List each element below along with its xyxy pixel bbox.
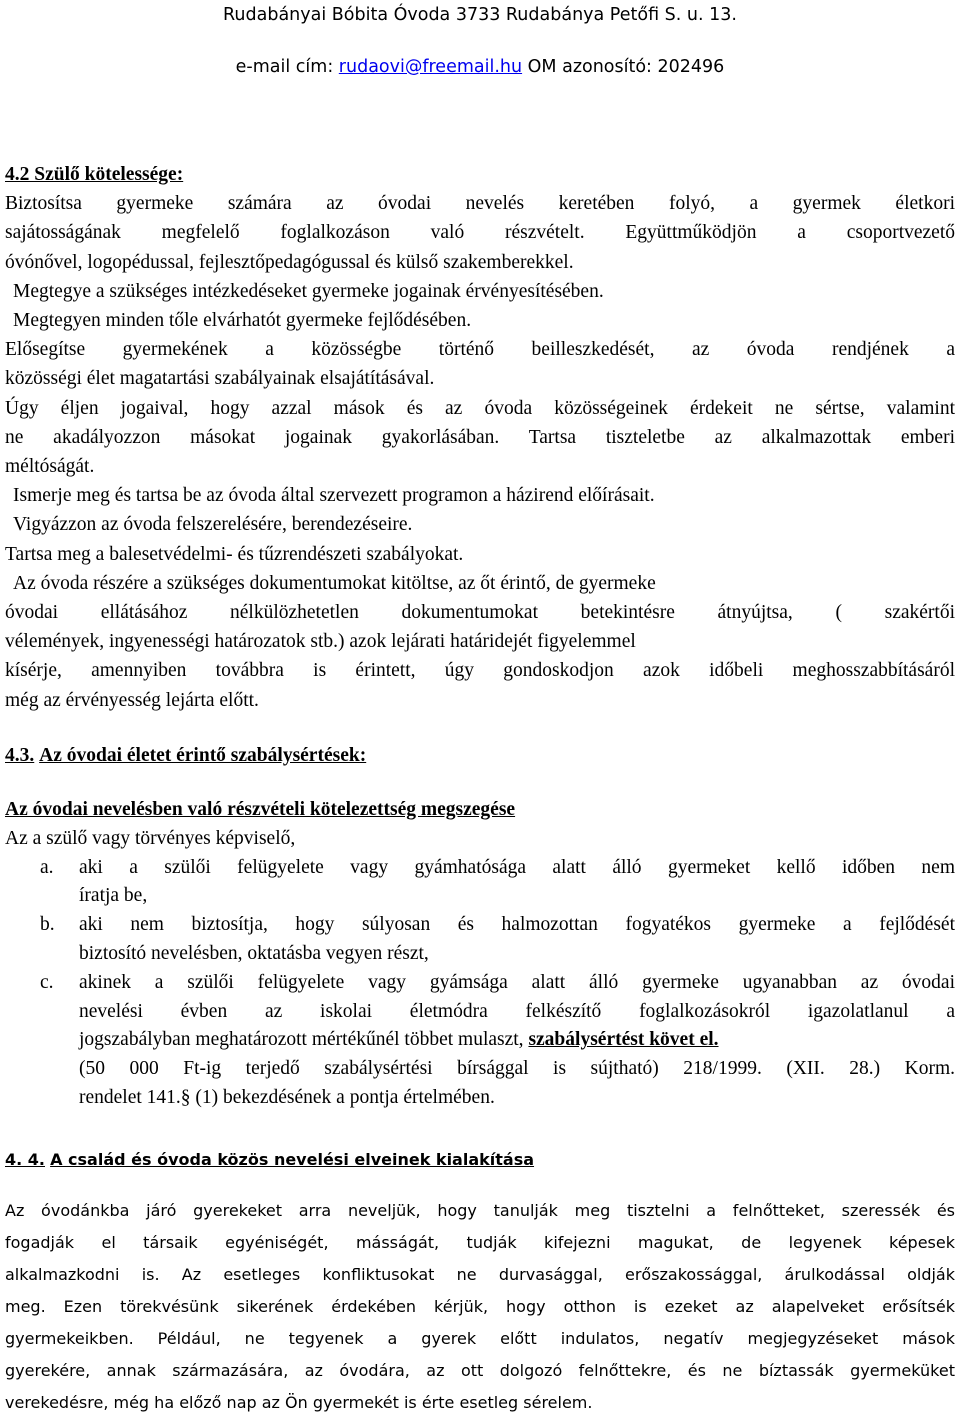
section-4-3-body	[5, 796, 955, 1113]
email-label: e-mail cím:	[235, 57, 339, 77]
paragraph-line: Tartsa meg a balesetvédelmi- és tűzrendészeti szabályokat.	[5, 543, 464, 565]
paragraph-line: Ismerje meg és tartsa be az óvoda által szervezett programon a házirend előírásait.	[13, 485, 655, 507]
paragraph-line: méltóságát.	[5, 456, 95, 478]
paragraph-line: Elősegítse gyermekének a közösségbe történő beilleszkedését, az óvoda rendjének a	[5, 339, 955, 361]
paragraph-line: közösségi élet magatartási szabályainak elsajátításával.	[5, 368, 435, 390]
paragraph-line: Az óvodánkba járó gyerekeket arra neveljük, hogy tanulják meg tisztelni a felnőtteket, szeressék és	[5, 1201, 955, 1220]
list-marker: a.	[40, 856, 54, 878]
list-item-line: biztosító nevelésben, oktatásba vegyen részt,	[79, 942, 429, 964]
list-marker: c.	[40, 971, 54, 993]
paragraph-line: óvónővel, logopédussal, fejlesztőpedagógussal és külső szakemberekkel.	[5, 251, 574, 273]
section-4-3-subheading: Az óvodai nevelésben való részvételi kötelezettség megszegése	[5, 799, 516, 820]
section-4-3-title: Az óvodai életet érintő szabálysértések:	[39, 745, 367, 766]
list-marker: b.	[40, 914, 55, 936]
email-link[interactable]: rudaovi@freemail.hu	[338, 57, 523, 77]
section-4-4-number: 4. 4.	[5, 1150, 45, 1169]
list-item-line: (50 000 Ft-ig terjedő szabálysértési bírsággal is sújtható) 218/1999. (XII. 28.) Korm.	[79, 1058, 955, 1080]
list-item-line: aki a szülői felügyelete vagy gyámhatósága alatt álló gyermeket kellő időben nem	[79, 856, 955, 878]
section-4-2-title: 4.2 Szülő kötelessége:	[5, 164, 184, 185]
section-4-4-body	[5, 1195, 955, 1419]
list-item-line: íratja be,	[79, 885, 148, 907]
section-4-2	[5, 160, 955, 715]
paragraph-line: még az érvényesség lejárta előtt.	[5, 689, 259, 711]
paragraph-line: fogadják el társaik egyéniségét, másságát, tudják kifejezni magukat, de legyenek képesek	[5, 1233, 955, 1252]
list-item	[5, 911, 955, 969]
section-4-3-intro: Az a szülő vagy törvényes képviselő,	[5, 827, 296, 849]
section-4-3-heading	[5, 738, 955, 774]
paragraph-line: Biztosítsa gyermeke számára az óvodai nevelés keretében folyó, a gyermek életkori	[5, 193, 955, 215]
paragraph-line: meg. Ezen törekvésünk sikerének érdekében kérjük, hogy otthon is ezeket az alapelveket erősítsék	[5, 1297, 955, 1316]
violation-list	[5, 854, 955, 1113]
paragraph-line: gyermekeikben. Például, ne tegyenek a gyerek előtt indulatos, negatív megjegyzéseket mások	[5, 1329, 955, 1348]
section-4-4-heading	[5, 1146, 955, 1174]
paragraph-line: óvodai ellátásához nélkülözhetetlen dokumentumokat betekintésre átnyújtsa, ( szakértői	[5, 602, 955, 624]
header-institution: Rudabányai Bóbita Óvoda 3733 Rudabánya Petőfi S. u. 13.	[223, 5, 737, 25]
list-item-line: jogszabályban meghatározott mértékűnél többet mulaszt, szabálysértést követ el.	[79, 1029, 719, 1051]
paragraph-line: Az óvoda részére a szükséges dokumentumokat kitöltse, az őt érintő, de gyermeke	[13, 572, 656, 594]
list-item-line: akinek a szülői felügyelete vagy gyámsága alatt álló gyermeke ugyanabban az óvodai	[79, 971, 955, 993]
paragraph-line: gyerekére, annak származására, az óvodára, az ott dolgozó felnőttekre, és ne bíztassák gyermeküket	[5, 1361, 955, 1380]
paragraph-line: alkalmazkodni is. Az esetleges konfliktusokat ne durvasággal, erőszakossággal, árulkodással oldják	[5, 1265, 955, 1284]
paragraph-line: kísérje, amennyiben továbbra is érintett, úgy gondoskodjon azok időbeli meghosszabbításáról	[5, 660, 955, 682]
paragraph-line: Vigyázzon az óvoda felszerelésére, berendezéseire.	[13, 514, 413, 536]
section-4-4-title: A család és óvoda közös nevelési elveinek kialakítása	[50, 1150, 535, 1169]
list-item-line: aki nem biztosítja, hogy súlyosan és halmozottan fogyatékos gyermeke a fejlődését	[79, 914, 955, 936]
paragraph-line: ne akadályozzon másokat jogainak gyakorlásában. Tartsa tiszteletbe az alkalmazottak emberi	[5, 426, 955, 448]
paragraph-line: verekedésre, még ha előző nap az Ön gyermekét is érte esetleg sérelem.	[5, 1393, 593, 1412]
paragraph-line: Megtegye a szükséges intézkedéseket gyermeke jogainak érvényesítésében.	[13, 280, 604, 302]
paragraph-line: Úgy éljen jogaival, hogy azzal mások és az óvoda közösségeinek érdekeit ne sértse, valamint	[5, 397, 955, 419]
paragraph-line: Megtegyen minden tőle elvárhatót gyermeke fejlődésében.	[13, 310, 472, 332]
section-4-3-number: 4.3.	[5, 745, 35, 766]
paragraph-line: vélemények, ingyenességi határozatok stb.) azok lejárati határidejét figyelemmel	[5, 631, 636, 653]
header-contact	[0, 55, 960, 79]
list-item	[5, 969, 955, 1113]
om-id: OM azonosító: 202496	[522, 57, 725, 77]
paragraph-line: sajátosságának megfelelő foglalkozáson való részvételt. Együttműködjön a csoportvezető	[5, 222, 955, 244]
list-item-line: nevelési évben az iskolai életmódra felkészítő foglalkozásokról igazolatlanul a	[79, 1000, 955, 1022]
list-item-line: rendelet 141.§ (1) bekezdésének a pontja értelmében.	[79, 1086, 495, 1108]
penalty-emphasis: szabálysértést követ el.	[528, 1029, 719, 1051]
list-item	[5, 854, 955, 912]
